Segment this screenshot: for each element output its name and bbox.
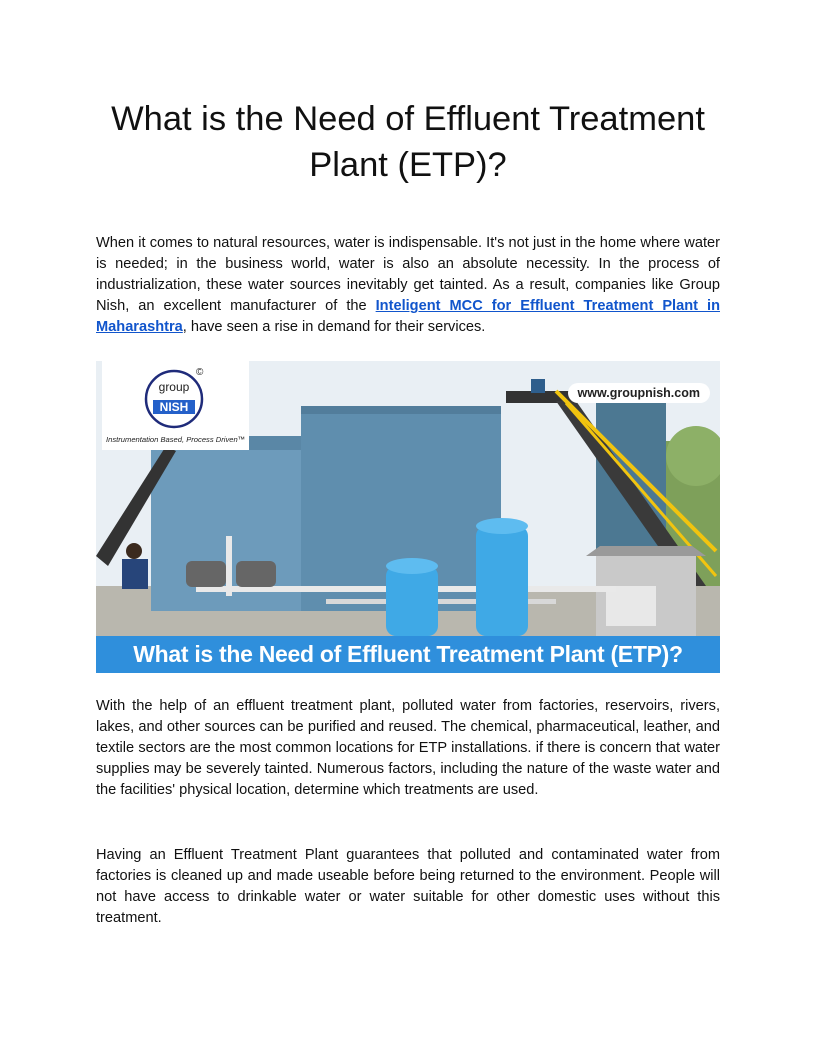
intro-text-after: , have seen a rise in demand for their services. — [182, 319, 486, 335]
logo-group-text: group — [158, 380, 190, 394]
group-nish-logo — [102, 361, 249, 450]
body-paragraph-etp-benefits: Having an Effluent Treatment Plant guarantees that polluted and contaminated water from factories is cleaned up and made useable before being returned to the environment. People will not have access to drinkable water or water suitable for other domestic uses without this treatment. — [96, 847, 720, 926]
intro-text-before: When it comes to natural resources, water is indispensable. It's not just in the home where water is needed; in the business world, water is also an absolute necessity. In the process of industrialization, these water sources inevitably get tainted. As a result, companies like Group Nish, an excellent manufacturer of the — [96, 235, 720, 314]
intro-paragraph — [96, 233, 720, 338]
logo-tagline: Instrumentation Based, Process Driven™ — [106, 435, 246, 444]
mcc-product-link[interactable]: Inteligent MCC for Effluent Treatment Plant in Maharashtra — [96, 298, 720, 335]
logo-copyright-mark: © — [196, 367, 204, 378]
etp-hero-image — [96, 361, 720, 673]
body-paragraph-etp-uses: With the help of an effluent treatment plant, polluted water from factories, reservoirs, rivers, lakes, and other sources can be purified and reused. The chemical, pharmaceutical, leather, and textile sectors are the most common locations for ETP installations. if there is concern that water supplies may be severely tainted. Numerous factors, including the nature of the waste water and the facilities' physical location, determine which treatments are used. — [96, 698, 720, 798]
page-title: What is the Need of Effluent Treatment Plant (ETP)? — [111, 100, 705, 184]
image-banner-title: What is the Need of Effluent Treatment Plant (ETP)? — [96, 636, 720, 673]
logo-nish-text: NISH — [159, 400, 189, 414]
website-badge: www.groupnish.com — [568, 383, 710, 403]
